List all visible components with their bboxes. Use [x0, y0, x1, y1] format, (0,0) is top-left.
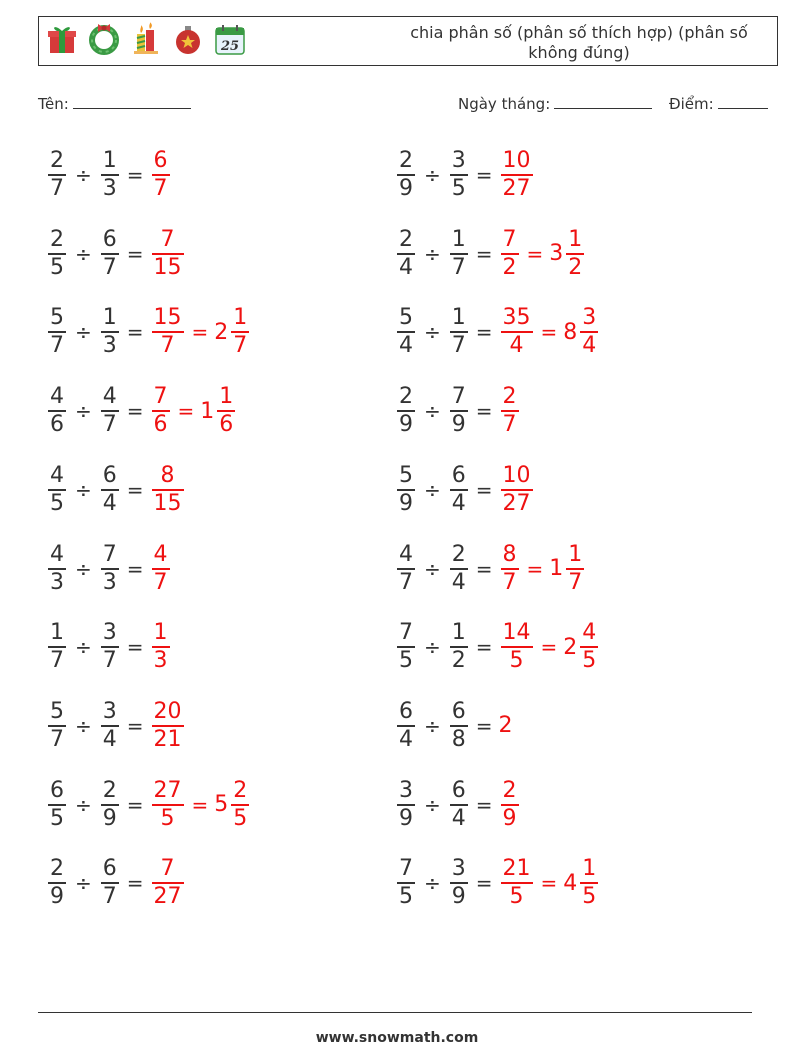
equals-sign: =: [475, 792, 493, 817]
answer-fraction: [152, 699, 184, 753]
equals-sign: =: [475, 635, 493, 660]
denominator: 7: [153, 569, 168, 595]
name-field: [38, 94, 191, 113]
divide-sign: ÷: [424, 635, 441, 660]
numerator: 1: [451, 620, 466, 646]
answer-fraction: [501, 542, 519, 596]
mixed-fraction: [580, 620, 598, 674]
numerator: 7: [399, 620, 413, 646]
divisor-fraction: [450, 305, 468, 359]
equals-sign: =: [126, 635, 144, 660]
divisor-fraction: [101, 699, 119, 753]
gift-icon: [45, 22, 79, 56]
answer-fraction: [152, 778, 184, 832]
problem-item: [46, 775, 251, 835]
divisor-fraction: [101, 620, 119, 674]
denominator: 15: [153, 490, 182, 516]
divisor-fraction: [101, 778, 119, 832]
mixed-whole: 1: [549, 556, 564, 581]
denominator: 7: [399, 569, 413, 595]
numerator: 7: [502, 226, 517, 252]
numerator: 35: [502, 305, 531, 331]
denominator: 9: [451, 412, 466, 438]
answer-fraction: [501, 227, 519, 281]
numerator: 6: [153, 148, 168, 173]
problem-item: [46, 696, 186, 756]
numerator: 4: [50, 384, 64, 410]
equals-sign: =: [191, 792, 209, 817]
denominator: 2: [502, 254, 517, 280]
numerator: 5: [50, 698, 64, 724]
numerator: 10: [502, 148, 531, 173]
equals-sign: =: [526, 556, 544, 581]
denominator: 4: [451, 490, 466, 516]
divide-sign: ÷: [424, 477, 441, 502]
dividend-fraction: [48, 620, 66, 674]
equals-sign: =: [526, 241, 544, 266]
answer-fraction: [501, 778, 519, 832]
numerator: 7: [153, 384, 168, 410]
numerator: 6: [451, 698, 466, 724]
numerator: 7: [399, 856, 413, 882]
equals-sign: =: [540, 635, 558, 660]
divide-sign: ÷: [424, 163, 441, 187]
denominator: 4: [509, 333, 524, 359]
numerator: 1: [219, 384, 234, 410]
ornament-icon: [171, 22, 205, 56]
numerator: 2: [502, 384, 517, 410]
footer-site: www.snowmath.com: [315, 1030, 479, 1046]
equals-sign: =: [177, 399, 195, 424]
denominator: 5: [233, 805, 248, 831]
answer-fraction: [152, 305, 184, 359]
problem-item: [395, 381, 521, 441]
equals-sign: =: [191, 320, 209, 345]
numerator: 6: [399, 698, 413, 724]
date-field: [458, 94, 652, 113]
divide-sign: ÷: [424, 399, 441, 424]
worksheet-title: chia phân số (phân số thích hợp) (phân số không đúng): [410, 23, 748, 62]
candles-icon: [129, 22, 163, 56]
numerator: 4: [153, 541, 168, 567]
divisor-fraction: [101, 463, 119, 517]
dividend-fraction: [397, 463, 415, 517]
numerator: 10: [502, 462, 531, 488]
numerator: 5: [50, 305, 64, 331]
divide-sign: ÷: [75, 792, 92, 817]
problem-item: [395, 224, 586, 284]
dividend-fraction: [48, 542, 66, 596]
score-blank[interactable]: [718, 94, 768, 109]
denominator: 5: [50, 490, 64, 516]
dividend-fraction: [48, 227, 66, 281]
divide-sign: ÷: [424, 320, 441, 345]
mixed-whole: 8: [563, 319, 578, 345]
answer-fraction: [501, 620, 533, 674]
date-label: Ngày tháng:: [458, 95, 551, 113]
numerator: 1: [153, 620, 168, 646]
denominator: 9: [451, 884, 466, 910]
date-blank[interactable]: [554, 94, 652, 109]
equals-sign: =: [475, 163, 493, 187]
dividend-fraction: [397, 542, 415, 596]
dividend-fraction: [48, 699, 66, 753]
numerator: 4: [102, 384, 117, 410]
equals-sign: =: [475, 556, 493, 581]
numerator: 1: [568, 226, 583, 252]
numerator: 1: [233, 305, 248, 331]
denominator: 5: [50, 805, 64, 831]
denominator: 6: [219, 412, 234, 438]
wreath-icon: [87, 22, 121, 56]
numerator: 2: [451, 541, 466, 567]
denominator: 9: [399, 412, 413, 438]
denominator: 2: [451, 648, 466, 674]
problem-item: [395, 460, 535, 520]
mixed-fraction: [566, 542, 584, 596]
dividend-fraction: [397, 384, 415, 438]
divide-sign: ÷: [424, 713, 441, 738]
numerator: 4: [582, 620, 597, 646]
answer-fraction: [152, 856, 184, 910]
answer-fraction: [152, 463, 184, 517]
numerator: 3: [399, 777, 413, 803]
denominator: 4: [399, 726, 413, 752]
mixed-fraction: [580, 856, 598, 910]
problem-item: [395, 302, 600, 362]
score-field: [669, 94, 768, 113]
dividend-fraction: [48, 856, 66, 910]
denominator: 4: [102, 726, 117, 752]
equals-sign: =: [475, 477, 493, 502]
problem-item: [395, 696, 513, 756]
denominator: 5: [582, 648, 597, 674]
numerator: 1: [568, 541, 583, 567]
numerator: 3: [102, 620, 117, 646]
name-label: Tên:: [38, 95, 69, 113]
denominator: 5: [50, 254, 64, 280]
equals-sign: =: [475, 241, 493, 266]
numerator: 20: [153, 698, 182, 724]
equals-sign: =: [126, 241, 144, 266]
numerator: 6: [102, 226, 117, 252]
answer-fraction: [152, 384, 170, 438]
equals-sign: =: [475, 399, 493, 424]
divisor-fraction: [450, 384, 468, 438]
problem-item: [395, 145, 535, 205]
mixed-whole: 3: [549, 241, 564, 267]
numerator: 6: [102, 856, 117, 882]
equals-sign: =: [475, 320, 493, 345]
divisor-fraction: [450, 463, 468, 517]
equals-sign: =: [126, 871, 144, 896]
denominator: 9: [502, 805, 517, 831]
divide-sign: ÷: [75, 399, 92, 424]
denominator: 2: [568, 254, 583, 280]
equals-sign: =: [126, 792, 144, 817]
denominator: 7: [102, 648, 117, 674]
denominator: 7: [451, 254, 466, 280]
numerator: 5: [399, 305, 413, 331]
dividend-fraction: [48, 463, 66, 517]
numerator: 1: [582, 856, 597, 882]
problem-item: [395, 617, 600, 677]
equals-sign: =: [475, 713, 493, 738]
dividend-fraction: [48, 778, 66, 832]
divide-sign: ÷: [424, 556, 441, 581]
dividend-fraction: [397, 778, 415, 832]
denominator: 5: [509, 648, 524, 674]
numerator: 3: [102, 698, 117, 724]
numerator: 1: [102, 148, 117, 173]
denominator: 7: [50, 333, 64, 359]
numerator: 2: [502, 777, 517, 803]
divide-sign: ÷: [75, 635, 92, 660]
numerator: 6: [50, 777, 64, 803]
numerator: 2: [399, 384, 413, 410]
denominator: 7: [102, 884, 117, 910]
numerator: 3: [582, 305, 597, 331]
numerator: 8: [160, 462, 175, 488]
calendar-icon: [213, 22, 247, 56]
numerator: 8: [502, 541, 517, 567]
divisor-fraction: [450, 620, 468, 674]
problem-item: [46, 381, 237, 441]
problem-item: [46, 617, 172, 677]
numerator: 6: [102, 462, 117, 488]
denominator: 9: [399, 805, 413, 831]
numerator: 2: [50, 856, 64, 882]
denominator: 4: [399, 333, 413, 359]
divisor-fraction: [450, 542, 468, 596]
divide-sign: ÷: [75, 163, 92, 187]
mixed-whole: 4: [563, 870, 578, 896]
denominator: 5: [451, 176, 466, 201]
denominator: 7: [50, 726, 64, 752]
problem-item: [395, 853, 600, 913]
numerator: 7: [102, 541, 117, 567]
denominator: 7: [50, 648, 64, 674]
equals-sign: =: [126, 477, 144, 502]
numerator: 21: [502, 856, 531, 882]
calendar-day: 25: [220, 39, 240, 54]
denominator: 3: [153, 648, 168, 674]
numerator: 1: [102, 305, 117, 331]
equals-sign: =: [540, 871, 558, 896]
denominator: 3: [102, 333, 117, 359]
numerator: 2: [102, 777, 117, 803]
denominator: 4: [582, 333, 597, 359]
divisor-fraction: [101, 227, 119, 281]
denominator: 5: [582, 884, 597, 910]
equals-sign: =: [126, 320, 144, 345]
problem-item: [395, 539, 586, 599]
divide-sign: ÷: [424, 792, 441, 817]
numerator: 4: [50, 462, 64, 488]
numerator: 4: [399, 541, 413, 567]
numerator: 2: [399, 148, 413, 173]
divisor-fraction: [101, 148, 119, 202]
denominator: 5: [399, 648, 413, 674]
divide-sign: ÷: [424, 241, 441, 266]
denominator: 6: [153, 412, 168, 438]
denominator: 21: [153, 726, 182, 752]
mixed-fraction: [217, 384, 235, 438]
denominator: 4: [451, 569, 466, 595]
mixed-fraction: [566, 227, 584, 281]
denominator: 7: [102, 412, 117, 438]
mixed-fraction: [580, 305, 598, 359]
denominator: 7: [233, 333, 248, 359]
score-label: Điểm:: [669, 95, 714, 113]
answer-fraction: [501, 305, 533, 359]
numerator: 2: [399, 226, 413, 252]
denominator: 27: [502, 490, 531, 516]
equals-sign: =: [126, 163, 144, 187]
answer-fraction: [501, 856, 533, 910]
denominator: 7: [153, 176, 168, 201]
problem-item: [46, 460, 186, 520]
dividend-fraction: [48, 148, 66, 202]
denominator: 8: [451, 726, 466, 752]
answer-fraction: [152, 620, 170, 674]
problem-item: [46, 145, 172, 205]
dividend-fraction: [397, 148, 415, 202]
divisor-fraction: [101, 856, 119, 910]
mixed-whole: 5: [214, 792, 229, 818]
dividend-fraction: [397, 699, 415, 753]
denominator: 5: [509, 884, 524, 910]
equals-sign: =: [126, 713, 144, 738]
denominator: 7: [50, 176, 64, 201]
equals-sign: =: [540, 320, 558, 345]
numerator: 7: [160, 856, 175, 882]
answer-integer: 2: [498, 713, 513, 739]
denominator: 4: [102, 490, 117, 516]
divide-sign: ÷: [75, 713, 92, 738]
denominator: 3: [50, 569, 64, 595]
denominator: 4: [451, 805, 466, 831]
mixed-fraction: [231, 778, 249, 832]
answer-fraction: [501, 384, 519, 438]
problem-item: [395, 775, 521, 835]
denominator: 7: [451, 333, 466, 359]
divisor-fraction: [101, 542, 119, 596]
denominator: 3: [102, 176, 117, 201]
divide-sign: ÷: [75, 241, 92, 266]
denominator: 9: [102, 805, 117, 831]
numerator: 15: [153, 305, 182, 331]
answer-fraction: [152, 148, 170, 202]
equals-sign: =: [475, 871, 493, 896]
divisor-fraction: [450, 856, 468, 910]
answer-fraction: [152, 227, 184, 281]
numerator: 5: [399, 462, 413, 488]
numerator: 2: [233, 777, 248, 803]
denominator: 9: [399, 490, 413, 516]
divisor-fraction: [450, 148, 468, 202]
name-blank[interactable]: [73, 94, 191, 109]
divide-sign: ÷: [424, 871, 441, 896]
numerator: 2: [50, 226, 64, 252]
dividend-fraction: [397, 856, 415, 910]
numerator: 27: [153, 777, 182, 803]
denominator: 5: [399, 884, 413, 910]
numerator: 4: [50, 541, 64, 567]
answer-fraction: [152, 542, 170, 596]
divide-sign: ÷: [75, 320, 92, 345]
denominator: 7: [502, 412, 517, 438]
dividend-fraction: [397, 620, 415, 674]
denominator: 27: [502, 176, 531, 201]
denominator: 7: [568, 569, 583, 595]
equals-sign: =: [126, 556, 144, 581]
divisor-fraction: [101, 384, 119, 438]
problem-item: [46, 539, 172, 599]
numerator: 14: [502, 620, 531, 646]
answer-fraction: [501, 148, 533, 202]
mixed-whole: 2: [214, 319, 229, 345]
divide-sign: ÷: [75, 477, 92, 502]
divisor-fraction: [450, 778, 468, 832]
divisor-fraction: [450, 699, 468, 753]
divide-sign: ÷: [75, 871, 92, 896]
numerator: 7: [451, 384, 466, 410]
numerator: 1: [50, 620, 64, 646]
numerator: 6: [451, 462, 466, 488]
numerator: 1: [451, 226, 466, 252]
problem-item: [46, 302, 251, 362]
denominator: 4: [399, 254, 413, 280]
denominator: 7: [160, 333, 175, 359]
dividend-fraction: [397, 227, 415, 281]
divisor-fraction: [450, 227, 468, 281]
icon-row: [45, 22, 247, 56]
dividend-fraction: [397, 305, 415, 359]
denominator: 7: [102, 254, 117, 280]
denominator: 27: [153, 884, 182, 910]
numerator: 2: [50, 148, 64, 173]
divisor-fraction: [101, 305, 119, 359]
divide-sign: ÷: [75, 556, 92, 581]
denominator: 3: [102, 569, 117, 595]
mixed-fraction: [231, 305, 249, 359]
dividend-fraction: [48, 384, 66, 438]
numerator: 3: [451, 856, 466, 882]
dividend-fraction: [48, 305, 66, 359]
denominator: 9: [399, 176, 413, 201]
denominator: 7: [502, 569, 517, 595]
denominator: 6: [50, 412, 64, 438]
answer-fraction: [501, 463, 533, 517]
denominator: 5: [160, 805, 175, 831]
numerator: 3: [451, 148, 466, 173]
numerator: 7: [160, 226, 175, 252]
problem-item: [46, 853, 186, 913]
footer-divider: [38, 1012, 752, 1013]
mixed-whole: 1: [200, 398, 215, 424]
numerator: 6: [451, 777, 466, 803]
problem-item: [46, 224, 186, 284]
header-box: [38, 16, 778, 66]
mixed-whole: 2: [563, 634, 578, 660]
denominator: 9: [50, 884, 64, 910]
numerator: 1: [451, 305, 466, 331]
denominator: 15: [153, 254, 182, 280]
equals-sign: =: [126, 399, 144, 424]
